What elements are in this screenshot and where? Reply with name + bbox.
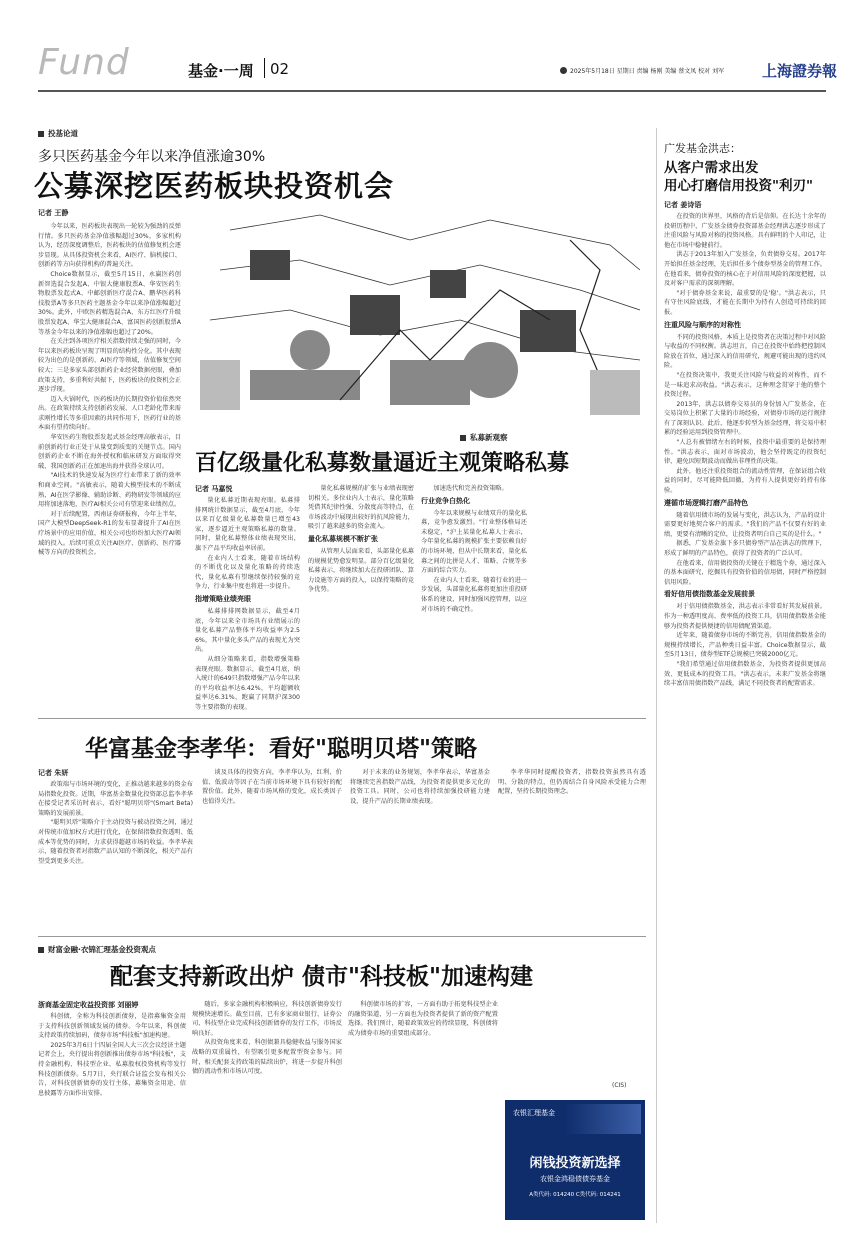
fund-advertisement: [505, 1100, 645, 1220]
article1-subtitle: 多只医药基金今年以来净值涨逾30%: [38, 149, 266, 165]
article3-paragraph: "聪明贝塔"策略介于主动投资与被动投资之间，通过对传统市值加权方式进行优化，在保留指数投资透明、低成本等优势的同时，力求获得超越市场的收益。李孝华表示，随着投资者对指数产品认知的不断深化，相关产品有望受到更多关注。: [38, 819, 193, 865]
article5-paragraph: 在他看来，信用债投资的关键在于精选个券，通过深入的基本面研究，挖掘具有投资价值的信用债，同时严格控制信用风险。: [664, 559, 826, 586]
article5-title-line2: 从客户需求出发: [664, 160, 759, 176]
article1-illustration: [190, 210, 645, 420]
article5-author: 记者 姜诗语: [664, 201, 702, 209]
article2-paragraph: 从细分策略来看，指数增强策略表现亮眼。数据显示，截至4月底，纳入统计的649只指数增强产品今年以来的平均收益率达6.42%，平均超额收益率达6.31%，跑赢了同期沪深300等主要指数的表现。: [195, 655, 300, 711]
right-column-rule: [656, 128, 657, 1223]
article2-title: 百亿级量化私募数量逼近主观策略私募: [195, 451, 570, 476]
article4-source: (CIS): [612, 1082, 627, 1089]
article1-paragraph: 在关注到各项医疗相关指数持续走强的同时，今年以来医药板块呈现了明显的结构性分化。其中表现较为出色的是创新药、AI医疗等领域，估值修复空间较大；三是多家头部创新药企业经营数据亮眼，叠加政策支持，多重利好共振下，医药板块的投资机会正逐步浮现。: [38, 338, 181, 394]
masthead-section: 基金·一周: [188, 62, 254, 80]
article5-paragraph: 近年来，随着债券市场的不断完善，信用债指数基金的规模持续增长，产品种类日益丰富。Choice数据显示，截至5月13日，债券型ETF总规模已突破2000亿元。: [664, 632, 826, 659]
article2-subheading-3: 行业竞争白热化: [421, 496, 470, 505]
article5-body: [664, 212, 826, 1224]
clock-icon: [560, 67, 567, 74]
article5-paragraph: "我们希望通过信用债指数基金，为投资者提供更加高效、更低成本的投资工具。"洪志表示，未来广发基金将继续丰富信用债指数产品线，满足不同投资者的配置需求。: [664, 660, 826, 688]
article2-body-col3: [421, 484, 527, 708]
article4-body-col3: [348, 1000, 498, 1222]
article4-title: 配套支持新政出炉 债市"科技板"加速构建: [110, 964, 533, 990]
article4-paragraph: 科创债市场的扩容，一方面有助于拓宽科技型企业的融资渠道，另一方面也为投资者提供了新的资产配置选择。我们预计，随着政策效应的持续显现，科创债将成为债券市场的重要组成部分。: [348, 1001, 498, 1037]
article2-body-col2: [308, 484, 414, 708]
article2-paragraph: 量化私募规模的扩张与业绩表现密切相关。多位业内人士表示，量化策略凭借其纪律性强、分散度高等特点，在市场波动中展现出较好的抗风险能力，吸引了越来越多的资金流入。: [308, 485, 414, 531]
article4-paragraph: 2025年3月6日十四届全国人大三次会议经济主题记者会上，央行提出将创新推出债券市场"科技板"，支持金融机构、科技型企业、私募股权投资机构等发行科技创新债券。5月7日，央行联合证监会发布相关公告，对科技创新债券的发行主体、募集资金用途、信息披露等方面作出安排。: [38, 1041, 187, 1097]
article5-paragraph: 据悉，广发基金旗下多只债券型产品在洪志的管理下，形成了鲜明的产品特色，获得了投资者的广泛认可。: [664, 540, 826, 557]
masthead-date-line: 2025年5月18日 星期日 责编 杨刚 美编 蔡文凤 校对 刘军: [570, 68, 725, 75]
article4-body-col2: [192, 1000, 342, 1222]
article5-title-line3: 用心打磨信用投资"利刃": [664, 178, 814, 194]
ad-fund-name: 农银金鸿稳债债券基金: [540, 1175, 610, 1183]
ad-fund-codes: A类代码: 014240 C类代码: 014241: [529, 1192, 621, 1198]
masthead-rule: [38, 90, 826, 92]
article5-title-line1: 广发基金洪志：: [664, 142, 741, 155]
article2-paragraph: 量化私募近期表现亮眼。私募排排网统计数据显示，截至4月底，今年以来百亿级量化私募数量已增至43家，逐步逼近主观策略私募的数量。同时，量化私募整体业绩表现突出，旗下产品平均收益率居前。: [195, 497, 300, 552]
article3-body-col3: [350, 768, 490, 930]
article1-section-label: 投基论道: [38, 128, 78, 139]
article3-body-col4: [498, 768, 646, 930]
article1-paragraph: "AI技术的快速发展为医疗行业带来了新的效率和商业空间。"高敏表示，随着大模型技术的不断成熟，AI在医学影像、辅助诊断、药物研发等领域的应用将加速落地，医疗AI相关公司有望迎来业绩拐点。: [38, 472, 181, 509]
article1-paragraph: 对于后续配置，西南证券研报称，今年上半年，国产大模型DeepSeek-R1的发布显著提升了AI在医疗场景中的应用价值，相关公司也纷纷加大医疗AI领域的投入。后续可重点关注AI医疗、创新药、医疗器械等方向的投资机会。: [38, 510, 181, 557]
article1-paragraph: Choice数据显示，截至5月15日，永赢医药创新智选混合发起A、中银大健康股票A、华安医药生物股票发起式A、中邮创新医疗混合A、鹏华医药科技股票A等多只医药主题基金今年以来净值涨幅超过30%。此外，中欧医药精选混合A、东方红医疗升级股票发起A、华宝大健康混合A、富国医药创新股票A等基金今年以来的净值涨幅也超过了20%。: [38, 270, 181, 336]
article3-body-col2: [202, 768, 342, 930]
article1-author: 记者 王静: [38, 209, 69, 217]
article5-paragraph: 此外，他还注重投资组合的流动性管理，在保证组合收益的同时，尽可能降低回撤，为持有人提供更好的持有体验。: [664, 467, 826, 495]
article5-paragraph: 对于信用债指数基金，洪志表示非常看好其发展前景。作为一种透明度高、费率低的投资工具，信用债指数基金能够为投资者提供便捷的信用债配置渠道。: [664, 603, 826, 630]
article2-paragraph: 在业内人士看来，随着市场结构的不断优化以及量化策略的持续迭代，量化私募有望继续保持较强的竞争力，行业集中度也将进一步提升。: [195, 554, 300, 591]
article4-paragraph: 科创债，全称为科技创新债券，是指募集资金用于支持科技创新领域发展的债券。今年以来，科创债支持政策持续加码，债券市场"科技板"加速构建。: [38, 1013, 186, 1040]
article5-paragraph: 不同的投资风格，本质上是投资者在决策过程中对风险与收益的不同权衡。洪志坦言，自己在投资中始终把控制风险放在首位，通过深入的信用研究，规避可能出现的违约风险。: [664, 333, 826, 370]
article5-paragraph: 2013年，洪志以债券交易员的身份加入广发基金，在交易岗位上积累了大量的市场经验，对债券市场的运行规律有了深刻认识。此后，他逐步转型为基金经理，将交易中积累的经验运用到投资管理中。: [664, 400, 826, 437]
masthead-divider: [264, 58, 265, 78]
article3-paragraph: 政策端与市场环境的变化，正推动越来越多的资金布局指数化投资。近期，华富基金数量化投资部总监李孝华在接受记者采访时表示，看好"聪明贝塔"(Smart Beta)策略的发展前景。: [38, 781, 193, 817]
article4-paragraph: 从投资角度来看，科创债兼具稳健收益与服务国家战略的双重属性，有望吸引更多配置型资金参与。同时，相关配套支持政策的陆续出炉，将进一步提升科创债的流动性和市场认可度。: [192, 1039, 342, 1076]
article3-paragraph: 李孝华同时提醒投资者，指数投资虽然具有透明、分散的特点，但仍需结合自身风险承受能力合理配置，坚持长期投资理念。: [498, 769, 646, 796]
article5-subheading-1: 注重风险与顺序的对称性: [664, 320, 741, 329]
masthead-brand: 上海證券報: [762, 62, 838, 80]
article5-paragraph: "在投资决策中，我更关注风险与收益的对称性，而不是一味追求高收益。"洪志表示，这种理念贯穿于他的整个投资过程。: [664, 371, 826, 399]
article1-body: [38, 222, 181, 708]
article-divider: [38, 936, 646, 937]
article5-paragraph: 随着信用债市场的发展与变化，洪志认为，产品的设计需要更好地契合客户的需求。"我们的产品不仅要有好的业绩，更要有清晰的定位，让投资者明白自己买的是什么。": [664, 511, 826, 538]
article3-author: 记者 朱妍: [38, 769, 69, 777]
article2-body-col1: [195, 496, 300, 711]
article4-author: 浙商基金固定收益投资部 刘丽婷: [38, 1001, 139, 1009]
ad-headline: 闲钱投资新选择: [529, 1156, 621, 1171]
article4-body-col1: [38, 1012, 186, 1222]
article1-title: 公募深挖医药板块投资机会: [34, 169, 395, 203]
article2-subheading-1: 指增策略业绩亮眼: [195, 594, 251, 603]
article5-subheading-3: 看好信用债指数基金发展前景: [664, 590, 755, 599]
article5-paragraph: "人总有被情绪左右的时候，投资中最重要的是保持理性。"洪志表示，面对市场波动，他会坚持既定的投资纪律，避免因短期波动而做出非理性的决策。: [664, 439, 826, 466]
article3-body-col1: [38, 780, 193, 930]
article2-subheading-2: 量化私募规模不断扩张: [308, 534, 378, 543]
article4-section-label: 财富金融·衣锦汇理基金投资观点: [38, 944, 156, 955]
article5-paragraph: 在投资的世界里，风格的背后是信仰。在长达十余年的投研历程中，广发基金债券投资部基金经理洪志逐步形成了注重风险与风险对称的投资风格。具有鲜明的个人印记，让他在市场中稳健前行。: [664, 213, 826, 249]
article1-paragraph: 华安医药生物股票发起式基金经理高敏表示，目前创新药行业正处于从量变到质变的关键节点。国内创新药企业不断在海外授权和临床研发方面取得突破，我国创新药正在加速出海并获得全球认可。: [38, 434, 181, 470]
article2-section-label: 私募新观察: [460, 432, 508, 443]
ad-decor: [565, 1104, 641, 1134]
ad-brand: 农银汇理基金: [513, 1109, 555, 1117]
article1-paragraph: 迈入火锅时代，医药板块的长期投资价值依然突出。在政策持续支持创新药发展、人口老龄化带来需求刚性增长等多重因素的共同作用下，医药行业的基本面有望持续向好。: [38, 395, 181, 432]
article5-subheading-2: 遵循市场逻辑打磨产品特色: [664, 498, 748, 507]
article2-paragraph: 私募排排网数据显示，截至4月底，今年以来全市场具有业绩展示的量化私募产品整体平均收益率为2.56%，其中量化多头产品的表现尤为突出。: [195, 607, 300, 654]
article2-paragraph: 从管理人层面来看，头部量化私募的规模优势愈发明显。部分百亿级量化私募表示，将继续加大在投研团队、算力设施等方面的投入，以保持策略的竞争优势。: [308, 547, 414, 594]
article2-paragraph: 加速迭代和完善投资策略。: [433, 485, 508, 492]
article3-title: 华富基金李孝华：看好"聪明贝塔"策略: [85, 736, 477, 762]
article1-paragraph: 今年以来，医药板块表现出一轮较为强劲的反弹行情。多只医药基金净值涨幅超过30%，多家机构认为，经历深度调整后，医药板块的估值修复机会逐步显现。从具体投资机会来看，AI医疗、脑机接口、创新药等方向获得机构的普遍关注。: [38, 223, 181, 269]
article3-paragraph: 对于未来的业务规划，李孝华表示，华富基金将继续完善指数产品线，为投资者提供更多元化的投资工具。同时，公司也将持续加强投研能力建设，提升产品的长期业绩表现。: [350, 769, 490, 805]
article-divider: [38, 718, 646, 719]
masthead-page-number: 02: [270, 60, 290, 78]
article2-paragraph: 今年以来规模与业绩双升的量化私募，竞争愈发激烈。"行业整体格局还未稳定，"沪上某量化私募人士表示，今年量化私募的规模扩张主要依赖良好的市场环境，但从中长期来看，量化私募之间的比拼是人才、策略、合规等多方面的综合实力。: [421, 509, 527, 575]
article3-paragraph: 谈及具体的投资方向，李孝华认为，红利、价值、低波动等因子在当前市场环境下具有较好的配置价值。此外，随着市场风格的变化，成长类因子也值得关注。: [202, 769, 342, 805]
masthead: [0, 38, 858, 88]
article4-paragraph: 随后，多家金融机构积极响应，科技创新债券发行规模快速增长。截至目前，已有多家商业银行、证券公司、科技型企业完成科技创新债券的发行工作，市场反响良好。: [192, 1001, 342, 1037]
article2-paragraph: 在业内人士看来，随着行业的进一步发展，头部量化私募将更加注重投研体系的建设，同时加强风控管理，以应对市场的不确定性。: [421, 576, 527, 613]
article2-author: 记者 马嘉悦: [195, 485, 233, 493]
masthead-fund-logo: Fund: [38, 42, 130, 83]
article5-paragraph: 洪志于2013年加入广发基金，负责债券交易。2017年开始担任基金经理，先后担任多个债券型基金的管理工作。在他看来，债券投资的核心在于对信用风险的深度把握，以及对客户需求的深刻理解。: [664, 251, 826, 288]
article5-paragraph: "对于债券基金来说，最重要的是'稳'。"洪志表示，只有守住风险底线，才能在长期中为持有人创造可持续的回报。: [664, 289, 826, 316]
